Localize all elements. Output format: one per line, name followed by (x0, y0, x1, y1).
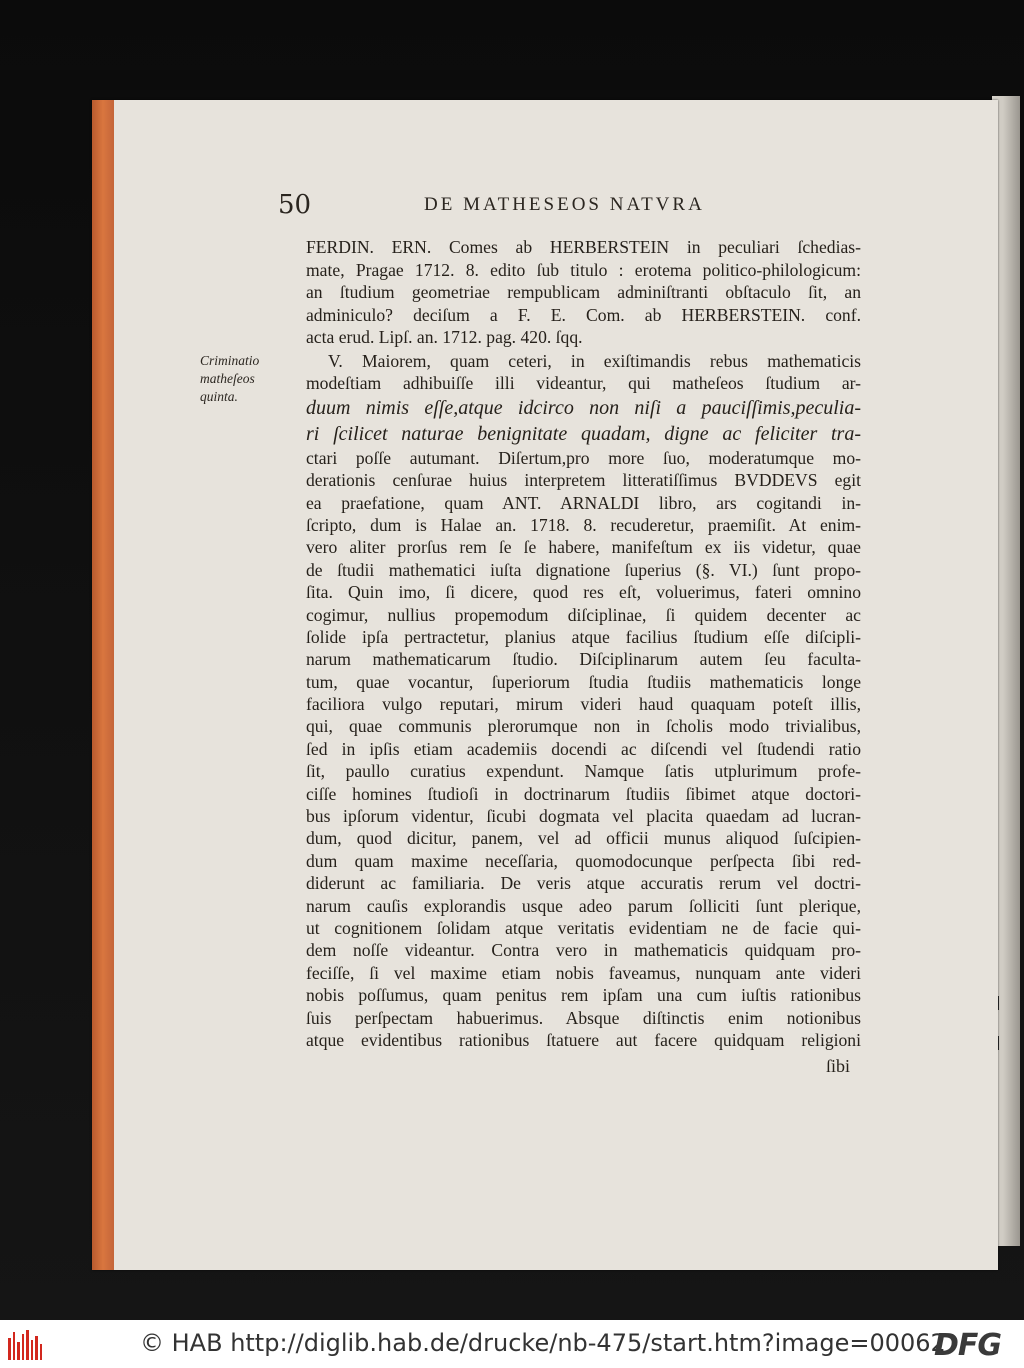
text-line: cogimur, nullius propemodum diſciplinae, ſi quidem decenter ac (306, 604, 861, 625)
text-line: modeſtiam adhibuiſſe illi videantur, qui matheſeos ſtudium ar- (306, 373, 861, 394)
text-line: ſuis perſpectam habuerimus. Absque diſtinctis enim notionibus (306, 1007, 861, 1028)
text-line: ea praefatione, quam ANT. ARNALDI libro, ars cogitandi in- (306, 492, 861, 513)
text-line: qui, quae communis plerorumque non in ſcholis modo trivialibus, (306, 716, 861, 737)
running-title: DE MATHESEOS NATVRA (424, 194, 705, 215)
text-line: faciliora vulgo reputari, mirum videri haud quaquam poteſt illis, (306, 694, 861, 715)
hab-barcode-logo-icon (8, 1330, 42, 1360)
margin-note-line: Criminatio (200, 353, 260, 368)
running-head (278, 190, 838, 224)
text-line: ri ſcilicet naturae benignitate quadam, digne ac feliciter tra- (306, 422, 861, 445)
text-line: derationis cenſurae huius interpretem litteratiſſimus BVDDEVS egit (306, 470, 861, 491)
text-line: bus ipſorum videntur, ſicubi dogmata vel placita quaedam ad lucran- (306, 806, 861, 827)
text-line: FERDIN. ERN. Comes ab HERBERSTEIN in peculiari ſchedias- (306, 237, 861, 257)
text-line: nobis poſſumus, quam penitus rem ipſam una cum iuſtis rationibus (306, 985, 861, 1006)
text-line: diderunt ac familiaria. De veris atque accuratis rerum vel doctri- (306, 873, 861, 894)
text-line: de ſtudii mathematici iuſta dignatione ſuperius (§. VI.) ſunt propo- (306, 559, 861, 580)
text-line: tum, quae vocantur, ſuperiorum ſtudia ſtudiis mathematicis longe (306, 671, 861, 692)
text-line: vero aliter prorſus rem ſe ſe habere, manifeſtum ex iis videtur, quae (306, 537, 861, 558)
text-line: duum nimis eſſe,atque idcirco non niſi a pauciſſimis,peculia- (306, 396, 861, 419)
text-line: V. Maiorem, quam ceteri, in exiſtimandis rebus mathematicis (328, 351, 861, 371)
text-line: ciſſe homines ſtudioſi in doctrinarum ſtudiis ſibimet atque doctori- (306, 783, 861, 804)
text-line: ut cognitionem ſolidam atque veritatis evidentiam ne de facie qui- (306, 917, 861, 938)
text-line: ſed in ipſis etiam academiis docendi ac diſcendi vel ſtudendi ratio (306, 738, 861, 759)
text-line: feciſſe, ſi vel maxime etiam nobis faveamus, nunquam ante videri (306, 962, 861, 983)
text-line: ctari poſſe autumant. Diſertum,pro more ſuo, moderatumque mo- (306, 447, 861, 468)
dfg-logo: DFG (934, 1328, 1002, 1363)
page-number: 50 (278, 190, 312, 220)
page-spine-edge (92, 100, 114, 1270)
text-line: narum mathematicarum ſtudio. Diſciplinarum autem ſeu faculta- (306, 649, 861, 670)
text-line: ſit, paullo curatius expendunt. Namque ſatis utplurimum profe- (306, 761, 861, 782)
intro-paragraph (306, 236, 861, 349)
text-line: atque evidentibus rationibus ſtatuere aut facere quidquam religioni (306, 1029, 861, 1050)
text-line: acta erud. Lipſ. an. 1712. pag. 420. ſqq. (306, 327, 583, 347)
text-line: ſolide ipſa pertractetur, planius atque facilius ſtudium eſſe diſcipli- (306, 626, 861, 647)
text-line: dum, quod dicitur, panem, vel ad officii munus aliquod ſuſcipien- (306, 828, 861, 849)
text-line: narum cauſis explorandis usque adeo parum ſolliciti ſunt plerique, (306, 895, 861, 916)
main-paragraph (306, 350, 861, 1051)
text-line: adminiculo? deciſum a F. E. Com. ab HERBERSTEIN. conf. (306, 304, 861, 325)
text-line: ſita. Quin imo, ſi dicere, quod res eſt, voluerimus, fateri omnino (306, 582, 861, 603)
text-line: an ſtudium geometriae rempublicam adminiſtranti obſtaculo ſit, an (306, 282, 861, 302)
text-line: mate, Pragae 1712. 8. edito ſub titulo : erotema politico-philologicum: (306, 259, 861, 280)
text-line: ſcripto, dum is Halae an. 1718. 8. recuderetur, praemiſit. At enim- (306, 514, 861, 535)
footer-bar (0, 1320, 1024, 1368)
margin-note-line: quinta. (200, 389, 238, 404)
text-line: dem noſſe videantur. Contra vero in mathematicis quidquam pro- (306, 940, 861, 961)
text-line: dum quam maxime neceſſaria, quomodocunque perſpecta ſibi red- (306, 850, 861, 871)
margin-note (200, 352, 280, 406)
margin-note-line: matheſeos (200, 371, 255, 386)
footer-credit-link[interactable]: © HAB http://diglib.hab.de/drucke/nb-475/start.htm?image=00062 (140, 1329, 946, 1357)
catchword: ſibi (826, 1056, 851, 1076)
